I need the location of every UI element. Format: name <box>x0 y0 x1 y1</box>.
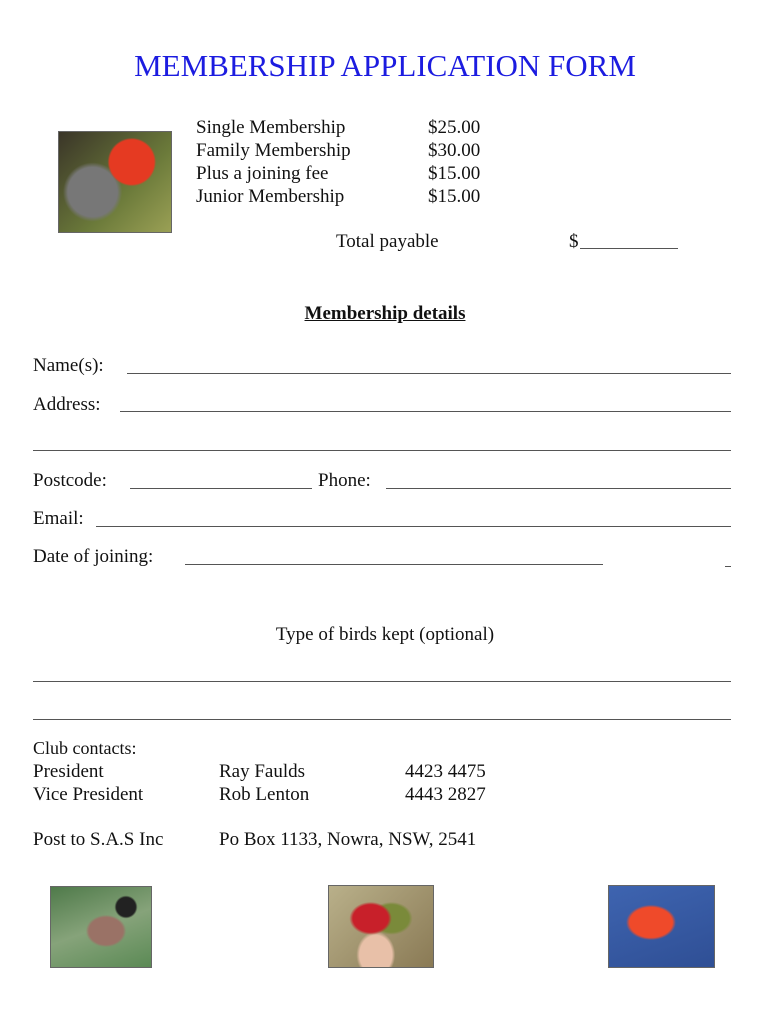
contact-phone: 4443 2827 <box>405 784 486 805</box>
fee-price-family: $30.00 <box>428 140 481 161</box>
birds-kept-heading: Type of birds kept (optional) <box>275 624 495 645</box>
total-payable-label: Total payable <box>336 231 439 252</box>
rosella-photo <box>328 885 434 968</box>
fee-price-single: $25.00 <box>428 117 481 138</box>
date-of-joining-label: Date of joining: <box>33 546 154 567</box>
red-canary-photo <box>608 885 715 968</box>
email-field[interactable] <box>96 526 731 527</box>
membership-details-heading: Membership details <box>304 303 466 324</box>
trailing-underscore <box>725 566 731 567</box>
fee-price-junior: $15.00 <box>428 186 481 207</box>
address-field[interactable] <box>120 411 731 412</box>
contact-role: President <box>33 761 104 782</box>
contact-name: Rob Lenton <box>219 784 310 805</box>
fee-label-joining: Plus a joining fee <box>196 163 329 184</box>
name-field[interactable] <box>127 373 731 374</box>
post-address: Po Box 1133, Nowra, NSW, 2541 <box>219 829 477 850</box>
post-to-label: Post to S.A.S Inc <box>33 829 164 850</box>
fee-price-joining: $15.00 <box>428 163 481 184</box>
fee-label-junior: Junior Membership <box>196 186 345 207</box>
total-payable-field[interactable] <box>580 248 678 249</box>
club-contacts-heading: Club contacts: <box>33 738 137 758</box>
page-title: MEMBERSHIP APPLICATION FORM <box>134 48 636 83</box>
phone-label: Phone: <box>318 470 371 491</box>
total-currency: $ <box>569 231 579 252</box>
fee-label-single: Single Membership <box>196 117 346 138</box>
address-label: Address: <box>33 394 101 415</box>
fee-label-family: Family Membership <box>196 140 351 161</box>
email-label: Email: <box>33 508 84 529</box>
date-of-joining-field[interactable] <box>185 564 603 565</box>
postcode-label: Postcode: <box>33 470 107 491</box>
finch-photo <box>50 886 152 968</box>
cockatoo-photo <box>58 131 172 233</box>
contact-phone: 4423 4475 <box>405 761 486 782</box>
phone-field[interactable] <box>386 488 731 489</box>
name-label: Name(s): <box>33 355 104 376</box>
postcode-field[interactable] <box>130 488 312 489</box>
contact-role: Vice President <box>33 784 144 805</box>
birds-kept-field-line-1[interactable] <box>33 681 731 682</box>
birds-kept-field-line-2[interactable] <box>33 719 731 720</box>
contact-name: Ray Faulds <box>219 761 306 782</box>
address-field-line-2[interactable] <box>33 450 731 451</box>
